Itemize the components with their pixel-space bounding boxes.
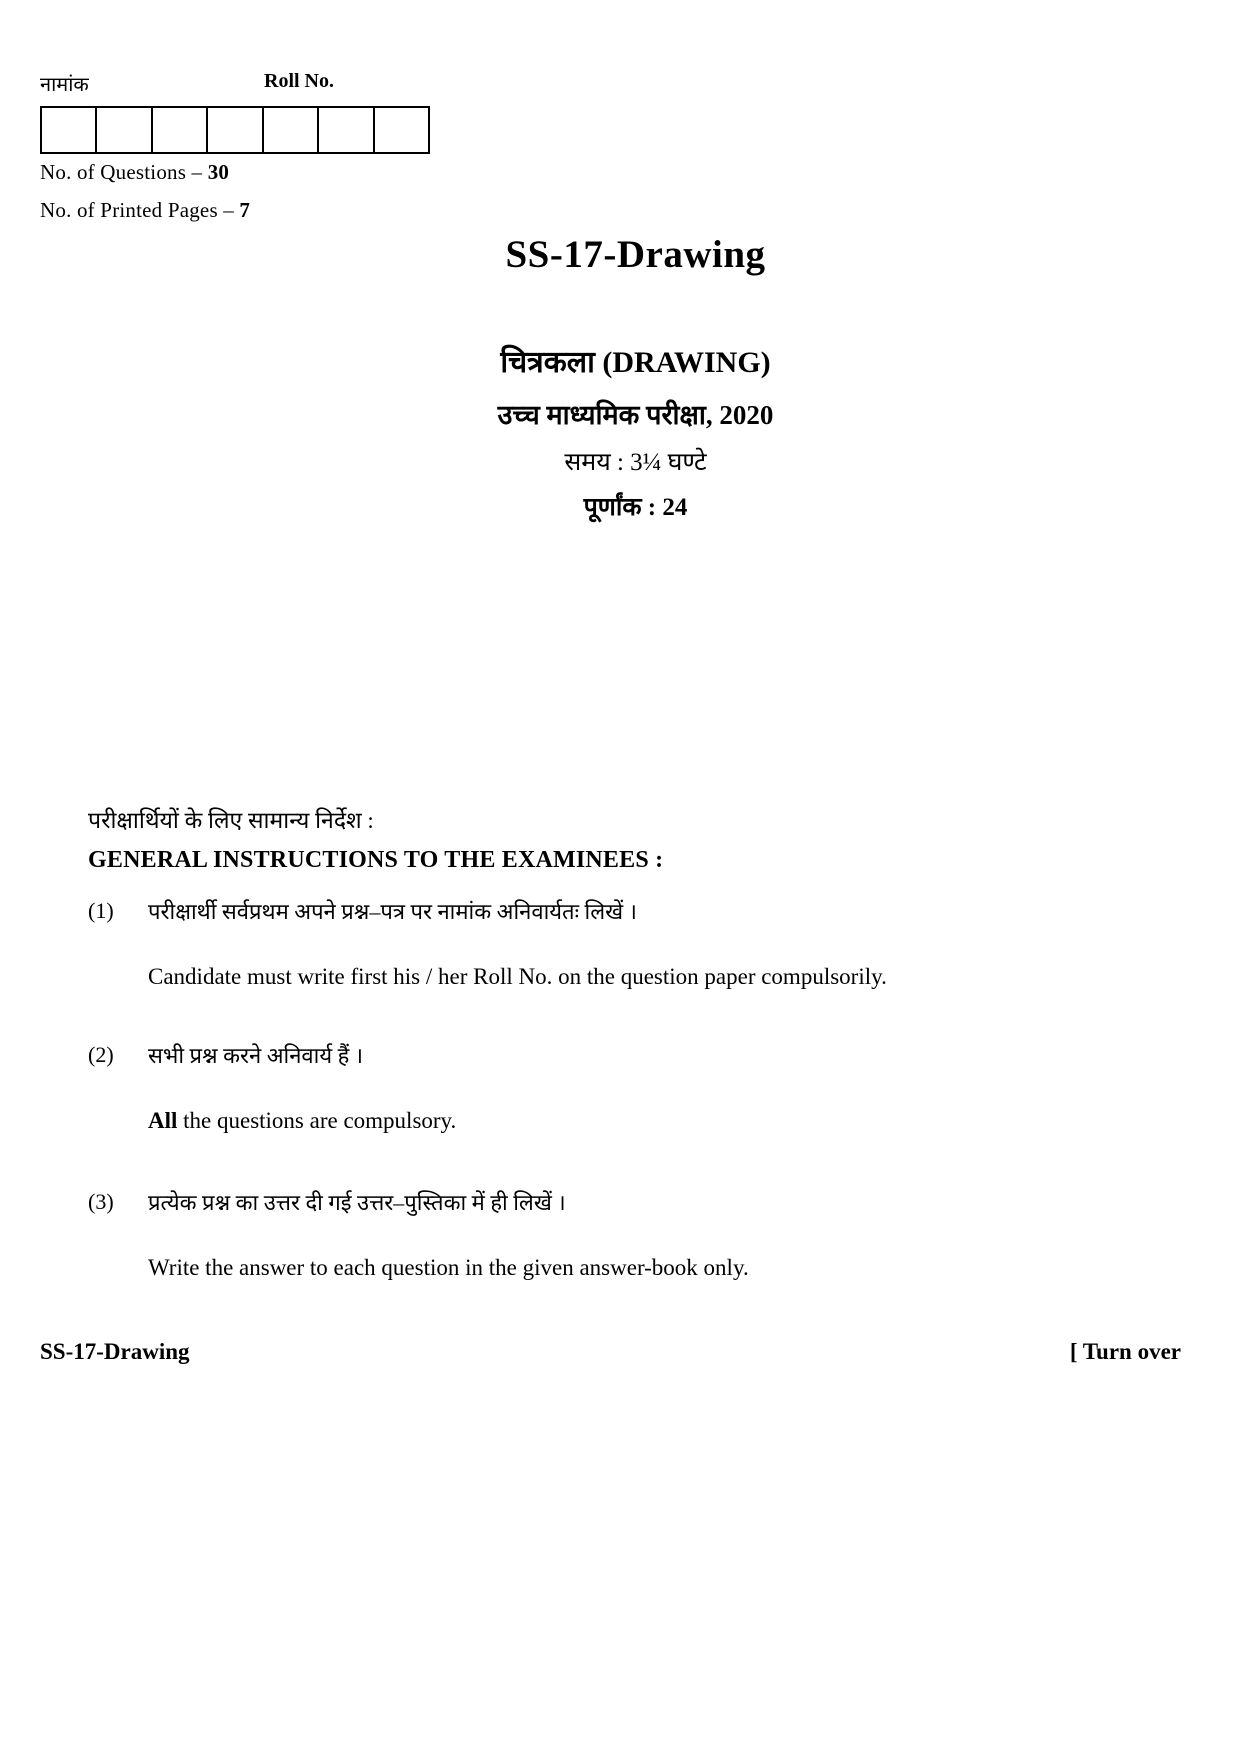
roll-number-cell[interactable] bbox=[319, 108, 374, 152]
instruction-text-english bbox=[148, 964, 887, 990]
roll-number-label-hindi: नामांक bbox=[40, 74, 89, 96]
instructions-heading-hindi: परीक्षार्थियों के लिए सामान्य निर्देश : bbox=[88, 808, 374, 833]
instruction-text-english-body: the questions are compulsory. bbox=[177, 1108, 457, 1133]
number-of-printed-pages-value: 7 bbox=[239, 198, 251, 222]
instruction-text-english bbox=[148, 1108, 456, 1134]
maximum-marks: पूर्णांक : 24 bbox=[583, 494, 688, 521]
number-of-printed-pages-label: No. of Printed Pages – bbox=[40, 198, 240, 222]
roll-number-cell[interactable] bbox=[208, 108, 263, 152]
roll-number-cell[interactable] bbox=[264, 108, 319, 152]
instructions-heading-english: GENERAL INSTRUCTIONS TO THE EXAMINEES : bbox=[88, 847, 664, 873]
instruction-text-hindi: सभी प्रश्न करने अनिवार्य हैं । bbox=[148, 1043, 364, 1068]
subject-title: चित्रकला (DRAWING) bbox=[500, 346, 771, 379]
roll-number-cell[interactable] bbox=[97, 108, 152, 152]
roll-number-cell[interactable] bbox=[42, 108, 97, 152]
number-of-questions-value: 30 bbox=[207, 160, 230, 184]
instruction-number: (2) bbox=[88, 1042, 114, 1067]
roll-number-labels bbox=[40, 70, 500, 98]
exam-duration: समय : 3¼ घण्टे bbox=[564, 449, 707, 476]
footer-turn-over: [ Turn over bbox=[1069, 1339, 1181, 1364]
roll-number-cell[interactable] bbox=[375, 108, 430, 152]
roll-number-grid[interactable] bbox=[40, 106, 430, 154]
roll-number-block bbox=[40, 70, 500, 98]
number-of-printed-pages bbox=[40, 198, 250, 223]
roll-number-cell[interactable] bbox=[153, 108, 208, 152]
instruction-number: (3) bbox=[88, 1189, 114, 1214]
instruction-text-hindi: परीक्षार्थी सर्वप्रथम अपने प्रश्न–पत्र पर नामांक अनिवार्यतः लिखें । bbox=[148, 899, 637, 924]
roll-number-label-english: Roll No. bbox=[264, 70, 334, 92]
footer-paper-code: SS-17-Drawing bbox=[40, 1339, 190, 1364]
number-of-questions bbox=[40, 160, 229, 185]
instruction-text-hindi: प्रत्येक प्रश्न का उत्तर दी गई उत्तर–पुस्तिका में ही लिखें । bbox=[148, 1190, 566, 1215]
instruction-text-english bbox=[148, 1255, 749, 1281]
instruction-text-english-body: Candidate must write first his / her Roll No. on the question paper compulsorily. bbox=[148, 964, 887, 989]
exam-name-year: उच्च माध्यमिक परीक्षा, 2020 bbox=[497, 400, 774, 430]
page-title: SS-17-Drawing bbox=[505, 233, 766, 276]
instruction-text-english-body: Write the answer to each question in the given answer-book only. bbox=[148, 1255, 749, 1280]
instruction-text-english-emphasis: All bbox=[148, 1108, 178, 1133]
instruction-number: (1) bbox=[88, 898, 114, 923]
number-of-questions-label: No. of Questions – bbox=[40, 160, 208, 184]
